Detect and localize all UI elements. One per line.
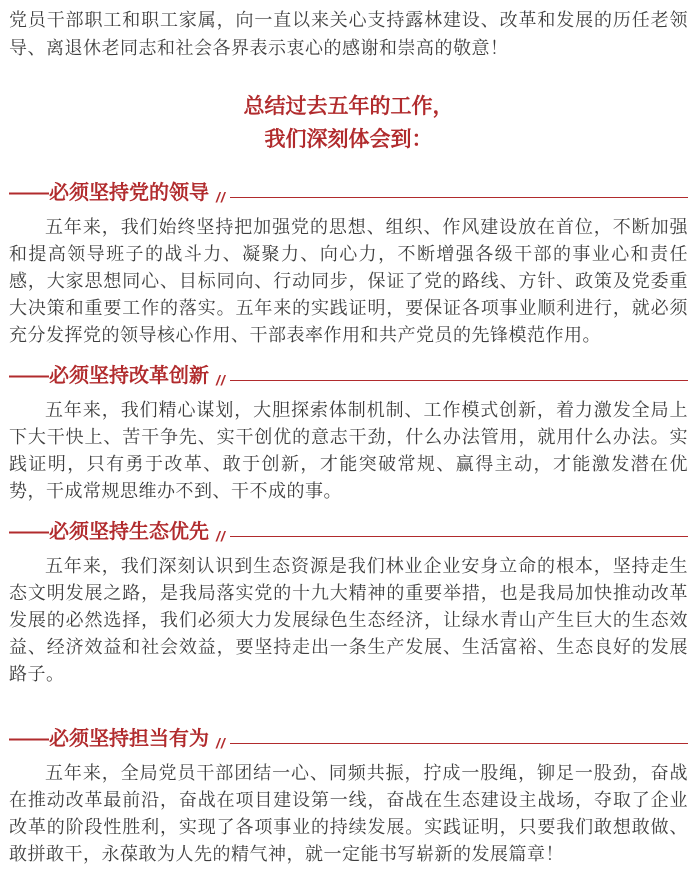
section-reform-innovation — [9, 363, 688, 505]
heading-rule-line — [230, 197, 688, 198]
section-party-leadership — [9, 180, 688, 349]
section-paragraph: 五年来，我们精心谋划，大胆探索体制机制、工作模式创新，着力激发全局上下大干快上、苦干争先、实干创优的意志干劲，什么办法管用，就用什么办法。实践证明，只有勇于改革、敢于创新，才能突破常规、赢得主动，才能激发潜在优势，干成常规思维办不到、干不成的事。 — [9, 400, 688, 501]
heading-rule-line — [230, 743, 688, 744]
section-heading: ——必须坚持生态优先 — [9, 521, 209, 543]
summary-title-line-1: 总结过去五年的工作， — [243, 95, 454, 118]
section-paragraph: 五年来，全局党员干部团结一心、同频共振，拧成一股绳，铆足一股劲，奋战在推动改革最前沿，奋战在项目建设第一线，奋战在生态建设主战场，夺取了企业改革的阶段性胜利，实现了各项事业的持续发展。实践证明，只要我们敢想敢做、敢拼敢干，永葆敢为人先的精气神，就一定能书写崭新的发展篇章！ — [9, 763, 688, 864]
section-heading-row — [9, 180, 688, 206]
section-paragraph: 五年来，我们始终坚持把加强党的思想、组织、作风建设放在首位，不断加强和提高领导班子的战斗力、凝聚力、向心力，不断增强各级干部的事业心和责任感，大家思想同心、目标同向、行动同步，保证了党的路线、方针、政策及党委重大决策和重要工作的落实。五年来的实践证明，要保证各项事业顺利进行，就必须充分发挥党的领导核心作用、干部表率作用和共产党员的先锋模范作用。 — [9, 217, 688, 345]
heading-rule-line — [230, 380, 688, 381]
section-paragraph: 五年来，我们深刻认识到生态资源是我们林业企业安身立命的根本，坚持走生态文明发展之路，是我局落实党的十九大精神的重要举措，也是我局加快推动改革发展的必然选择，我们必须大力发展绿色生态经济，让绿水青山产生巨大的生态效益、经济效益和社会效益，要坚持走出一条生产发展、生活富裕、生态良好的发展路子。 — [9, 556, 688, 684]
section-heading-row — [9, 363, 688, 389]
section-heading: ——必须坚持改革创新 — [9, 365, 209, 387]
double-slash-mark: // — [216, 372, 226, 388]
summary-title-line-2: 我们深刻体会到： — [264, 128, 433, 151]
section-heading-row — [9, 726, 688, 752]
double-slash-mark: // — [216, 189, 226, 205]
section-heading-row — [9, 519, 688, 545]
section-ecology-first — [9, 519, 688, 688]
section-heading: ——必须坚持担当有为 — [9, 728, 209, 750]
intro-paragraph: 党员干部职工和职工家属，向一直以来关心支持露林建设、改革和发展的历任老领导、离退休老同志和社会各界表示衷心的感谢和崇高的敬意！ — [9, 10, 688, 58]
double-slash-mark: // — [216, 735, 226, 751]
double-slash-mark: // — [216, 528, 226, 544]
section-heading: ——必须坚持党的领导 — [9, 182, 209, 204]
summary-title — [9, 90, 688, 156]
section-responsibility — [9, 726, 688, 868]
heading-rule-line — [230, 536, 688, 537]
